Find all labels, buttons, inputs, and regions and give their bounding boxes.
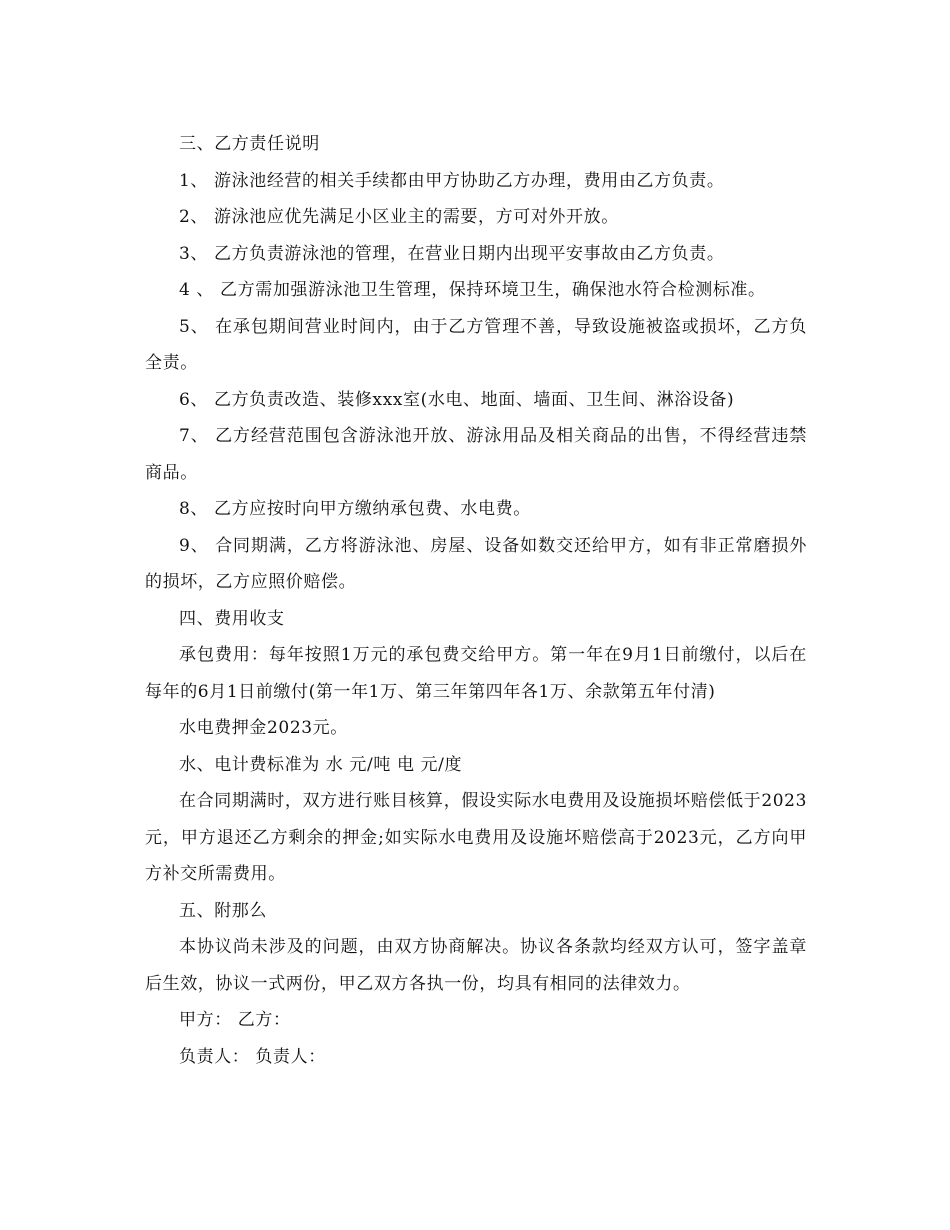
section-3-heading: 三、乙方责任说明	[179, 134, 320, 154]
parties-line: 甲方： 乙方：	[179, 1010, 291, 1030]
responsibility-item-2: 2、 游泳池应优先满足小区业主的需要，方可对外开放。	[179, 207, 619, 227]
section-5-supplementary	[145, 893, 807, 1003]
responsibility-item-6: 6、 乙方负责改造、装修xxx室(水电、地面、墙面、卫生间、淋浴设备)	[179, 389, 735, 410]
section-3-responsibilities	[145, 126, 807, 601]
responsibility-item-8: 8、 乙方应按时向甲方缴纳承包费、水电费。	[179, 499, 531, 519]
settlement-paragraph: 在合同期满时，双方进行账目核算，假设实际水电费用及设施损坏赔偿低于2023元，甲方退还乙方剩余的押金;如实际水电费用及设施坏赔偿高于2023元，乙方向甲方补交所需费用。	[145, 791, 807, 884]
document-page	[145, 126, 807, 1075]
section-5-heading: 五、附那么	[179, 900, 267, 921]
agreement-effect-paragraph: 本协议尚未涉及的问题，由双方协商解决。协议各条款均经双方认可，签字盖章后生效，协议一式两份，甲乙双方各执一份，均具有相同的法律效力。	[145, 937, 807, 994]
responsibility-item-5: 5、 在承包期间营业时间内，由于乙方管理不善，导致设施被盗或损坏，乙方负全责。	[145, 316, 807, 373]
responsibility-item-7: 7、 乙方经营范围包含游泳池开放、游泳用品及相关商品的出售，不得经营违禁商品。	[145, 426, 807, 483]
section-4-fees	[145, 601, 807, 893]
responsibility-item-9: 9、 合同期满，乙方将游泳池、房屋、设备如数交还给甲方，如有非正常磨损外的损坏，乙方应照价赔偿。	[145, 535, 807, 592]
responsible-persons-line: 负责人： 负责人：	[179, 1046, 326, 1067]
responsibility-item-4: 4 、 乙方需加强游泳池卫生管理，保持环境卫生，确保池水符合检测标准。	[179, 280, 766, 300]
responsibility-item-3: 3、 乙方负责游泳池的管理，在营业日期内出现平安事故由乙方负责。	[179, 243, 725, 264]
section-4-heading: 四、费用收支	[179, 608, 285, 629]
signature-block	[145, 1002, 807, 1075]
contract-fee-paragraph: 承包费用：每年按照1万元的承包费交给甲方。第一年在9月1日前缴付，以后在每年的6月1日前缴付(第一年1万、第三年第四年各1万、余款第五年付清)	[145, 645, 807, 702]
responsibility-item-1: 1、 游泳池经营的相关手续都由甲方协助乙方办理，费用由乙方负责。	[179, 170, 725, 191]
billing-standard-paragraph: 水、电计费标准为 水 元/吨 电 元/度	[179, 754, 463, 775]
deposit-paragraph: 水电费押金2023元。	[179, 718, 348, 738]
